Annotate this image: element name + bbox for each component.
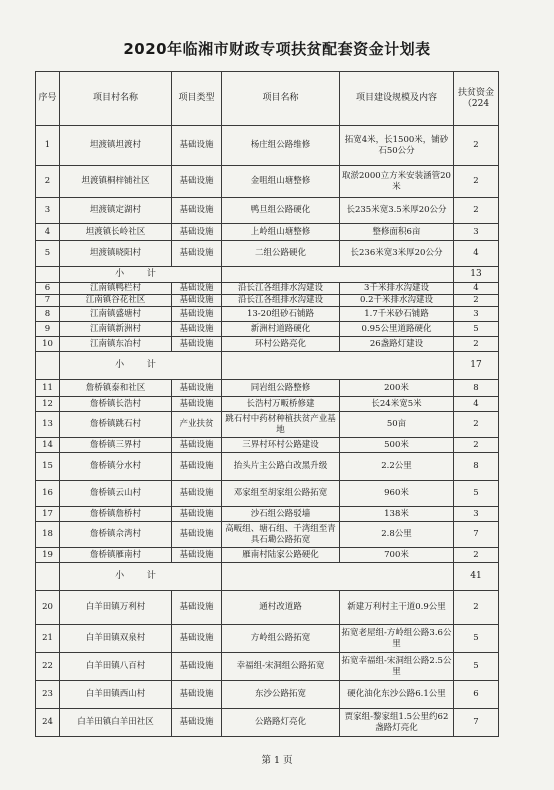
table-row: [36, 522, 499, 548]
cell-scale: 2.8公里: [340, 522, 454, 548]
header-seq: 序号: [36, 72, 60, 126]
cell-village: 江南镇东冶村: [60, 337, 172, 352]
cell-project-name: 跳石村中药材种植扶贫产业基地: [222, 412, 340, 438]
cell-seq: 15: [36, 453, 60, 481]
cell-village: 坦渡镇定湖村: [60, 198, 172, 224]
cell-scale: 长235米宽3.5米厚20公分: [340, 198, 454, 224]
subtotal-label: 小 计: [60, 563, 222, 591]
cell-scale: 长236米宽3米厚20公分: [340, 241, 454, 267]
cell-scale: 长24米宽5米: [340, 397, 454, 412]
cell-fund: 3: [454, 507, 499, 522]
subtotal-row: [36, 563, 499, 591]
cell-fund: 2: [454, 438, 499, 453]
cell-seq: 8: [36, 307, 60, 322]
cell-fund: 2: [454, 198, 499, 224]
cell-fund: 4: [454, 397, 499, 412]
cell-seq: 2: [36, 166, 60, 198]
cell-type: 产业扶贫: [172, 412, 222, 438]
cell-type: 基础设施: [172, 126, 222, 166]
cell-seq: 10: [36, 337, 60, 352]
cell-seq: 22: [36, 653, 60, 681]
subtotal-label: 小 计: [60, 267, 222, 283]
cell-type: 基础设施: [172, 295, 222, 307]
cell-project-name: 东沙公路拓宽: [222, 681, 340, 709]
cell-seq: 12: [36, 397, 60, 412]
cell-project-name: 沿长江各组排水沟建设: [222, 295, 340, 307]
cell-type: 基础设施: [172, 438, 222, 453]
cell-fund: 2: [454, 126, 499, 166]
header-project-name: 项目名称: [222, 72, 340, 126]
header-scale: 项目建设规模及内容: [340, 72, 454, 126]
table-row: [36, 591, 499, 625]
table-row: [36, 412, 499, 438]
cell-fund: 7: [454, 522, 499, 548]
cell-village: 詹桥镇长浩村: [60, 397, 172, 412]
table-row: [36, 653, 499, 681]
cell-seq: 3: [36, 198, 60, 224]
cell-seq: 21: [36, 625, 60, 653]
cell-village: 坦渡镇坦渡村: [60, 126, 172, 166]
cell-scale: 取淤2000立方米安装涵管20米: [340, 166, 454, 198]
page-number: 第 1 页: [261, 755, 293, 766]
table-row: [36, 453, 499, 481]
cell-seq: 18: [36, 522, 60, 548]
table-header-row: [36, 72, 499, 126]
cell-village: 白羊田镇万利村: [60, 591, 172, 625]
cell-seq: 14: [36, 438, 60, 453]
subtotal-row: [36, 267, 499, 283]
cell-scale: 拓宽老屋组-方岭组公路3.6公里: [340, 625, 454, 653]
cell-scale: 新建万利村主干道0.9公里: [340, 591, 454, 625]
cell-project-name: 二组公路硬化: [222, 241, 340, 267]
cell-scale: 拓宽幸福组-宋洞组公路2.5公里: [340, 653, 454, 681]
cell-type: 基础设施: [172, 653, 222, 681]
table-row: [36, 397, 499, 412]
cell-type: 基础设施: [172, 166, 222, 198]
cell-project-name: 鸭旦组公路硬化: [222, 198, 340, 224]
cell-scale: 贾家组-黎家组1.5公里约62盏路灯亮化: [340, 709, 454, 737]
fund-plan-table: [35, 71, 499, 737]
cell-fund: 4: [454, 283, 499, 295]
cell-type: 基础设施: [172, 397, 222, 412]
cell-project-name: 上岭组山塘整修: [222, 224, 340, 241]
table-row: [36, 126, 499, 166]
subtotal-empty-cell: [36, 267, 60, 283]
cell-project-name: 通村改道路: [222, 591, 340, 625]
subtotal-empty-cell: [222, 563, 454, 591]
cell-village: 詹桥镇雁南村: [60, 548, 172, 563]
subtotal-empty-cell: [36, 563, 60, 591]
document-title: 2020年临湘市财政专项扶贫配套资金计划表: [123, 40, 431, 58]
subtotal-row: [36, 352, 499, 380]
cell-fund: 2: [454, 166, 499, 198]
cell-seq: 20: [36, 591, 60, 625]
cell-village: 坦渡镇长岭社区: [60, 224, 172, 241]
table-row: [36, 438, 499, 453]
cell-project-name: 沙石组公路驳墙: [222, 507, 340, 522]
subtotal-empty-cell: [36, 352, 60, 380]
cell-type: 基础设施: [172, 283, 222, 295]
cell-fund: 7: [454, 709, 499, 737]
cell-fund: 3: [454, 307, 499, 322]
cell-type: 基础设施: [172, 224, 222, 241]
cell-village: 江南镇鸭栏村: [60, 283, 172, 295]
cell-scale: 700米: [340, 548, 454, 563]
cell-village: 坦渡镇桐梓铺社区: [60, 166, 172, 198]
table-row: [36, 198, 499, 224]
table-row: [36, 709, 499, 737]
cell-scale: 200米: [340, 380, 454, 397]
cell-fund: 5: [454, 322, 499, 337]
table-row: [36, 307, 499, 322]
cell-village: 江南镇盛塘村: [60, 307, 172, 322]
table-row: [36, 224, 499, 241]
cell-fund: 5: [454, 481, 499, 507]
cell-fund: 3: [454, 224, 499, 241]
cell-type: 基础设施: [172, 709, 222, 737]
cell-project-name: 杨庄组公路维修: [222, 126, 340, 166]
cell-village: 江南镇谷花社区: [60, 295, 172, 307]
cell-fund: 2: [454, 412, 499, 438]
cell-fund: 2: [454, 337, 499, 352]
cell-project-name: 新洲村道路硬化: [222, 322, 340, 337]
cell-type: 基础设施: [172, 380, 222, 397]
cell-type: 基础设施: [172, 522, 222, 548]
table-row: [36, 337, 499, 352]
cell-village: 詹桥镇佘湾村: [60, 522, 172, 548]
cell-project-name: 抬头片主公路白改黑升级: [222, 453, 340, 481]
cell-type: 基础设施: [172, 591, 222, 625]
cell-scale: 1.7千米砂石铺路: [340, 307, 454, 322]
cell-village: 詹桥镇三界村: [60, 438, 172, 453]
cell-scale: 硬化油化东沙公路6.1公里: [340, 681, 454, 709]
subtotal-value: 13: [454, 267, 499, 283]
cell-type: 基础设施: [172, 241, 222, 267]
cell-scale: 2.2公里: [340, 453, 454, 481]
table-row: [36, 507, 499, 522]
cell-project-name: 方岭组公路拓宽: [222, 625, 340, 653]
cell-scale: 0.2千米排水沟建设: [340, 295, 454, 307]
cell-project-name: 金咀组山塘整修: [222, 166, 340, 198]
cell-project-name: 环村公路亮化: [222, 337, 340, 352]
table-row: [36, 283, 499, 295]
table-row: [36, 625, 499, 653]
cell-village: 江南镇新洲村: [60, 322, 172, 337]
cell-scale: 拓宽4米，长1500米，铺砂石50公分: [340, 126, 454, 166]
cell-type: 基础设施: [172, 507, 222, 522]
table-row: [36, 166, 499, 198]
subtotal-empty-cell: [222, 267, 454, 283]
cell-village: 詹桥镇詹桥村: [60, 507, 172, 522]
cell-scale: 960米: [340, 481, 454, 507]
table-row: [36, 322, 499, 337]
header-type: 项目类型: [172, 72, 222, 126]
cell-seq: 11: [36, 380, 60, 397]
cell-village: 白羊田镇西山村: [60, 681, 172, 709]
cell-fund: 8: [454, 453, 499, 481]
cell-project-name: 长浩村万畈桥修建: [222, 397, 340, 412]
table-row: [36, 380, 499, 397]
header-village: 项目村名称: [60, 72, 172, 126]
subtotal-value: 41: [454, 563, 499, 591]
cell-fund: 2: [454, 591, 499, 625]
cell-type: 基础设施: [172, 307, 222, 322]
cell-fund: 4: [454, 241, 499, 267]
cell-seq: 7: [36, 295, 60, 307]
cell-project-name: 邓家组至胡家组公路拓宽: [222, 481, 340, 507]
cell-seq: 5: [36, 241, 60, 267]
cell-project-name: 13-20组砂石铺路: [222, 307, 340, 322]
cell-village: 詹桥镇泰和社区: [60, 380, 172, 397]
table-row: [36, 548, 499, 563]
cell-village: 坦渡镇晓阳村: [60, 241, 172, 267]
cell-project-name: 高畈组、塘石组、千湾组至青具石墈公路拓宽: [222, 522, 340, 548]
cell-seq: 19: [36, 548, 60, 563]
table-body: [36, 126, 499, 737]
cell-fund: 2: [454, 295, 499, 307]
cell-village: 詹桥镇分水村: [60, 453, 172, 481]
cell-scale: 50亩: [340, 412, 454, 438]
table-row: [36, 681, 499, 709]
cell-scale: 0.95公里道路硬化: [340, 322, 454, 337]
cell-fund: 8: [454, 380, 499, 397]
table-row: [36, 295, 499, 307]
cell-scale: 500米: [340, 438, 454, 453]
cell-fund: 2: [454, 548, 499, 563]
cell-village: 詹桥镇跳石村: [60, 412, 172, 438]
cell-seq: 17: [36, 507, 60, 522]
cell-seq: 16: [36, 481, 60, 507]
cell-type: 基础设施: [172, 548, 222, 563]
cell-fund: 5: [454, 653, 499, 681]
cell-project-name: 雁南村陆家公路硬化: [222, 548, 340, 563]
cell-type: 基础设施: [172, 322, 222, 337]
cell-fund: 6: [454, 681, 499, 709]
cell-fund: 5: [454, 625, 499, 653]
cell-type: 基础设施: [172, 481, 222, 507]
header-fund: 扶贫资金（224: [454, 72, 499, 126]
cell-project-name: 同岩组公路整修: [222, 380, 340, 397]
cell-type: 基础设施: [172, 625, 222, 653]
cell-scale: 26盏路灯建设: [340, 337, 454, 352]
cell-project-name: 沿长江各组排水沟建设: [222, 283, 340, 295]
cell-seq: 24: [36, 709, 60, 737]
cell-seq: 23: [36, 681, 60, 709]
cell-project-name: 三界村环村公路建设: [222, 438, 340, 453]
table-row: [36, 481, 499, 507]
cell-seq: 4: [36, 224, 60, 241]
cell-village: 詹桥镇云山村: [60, 481, 172, 507]
cell-seq: 1: [36, 126, 60, 166]
cell-seq: 13: [36, 412, 60, 438]
cell-scale: 整修面积6亩: [340, 224, 454, 241]
cell-scale: 3千米排水沟建设: [340, 283, 454, 295]
cell-type: 基础设施: [172, 337, 222, 352]
subtotal-value: 17: [454, 352, 499, 380]
cell-village: 白羊田镇双泉村: [60, 625, 172, 653]
subtotal-empty-cell: [222, 352, 454, 380]
cell-type: 基础设施: [172, 681, 222, 709]
cell-seq: 6: [36, 283, 60, 295]
subtotal-label: 小 计: [60, 352, 222, 380]
cell-village: 白羊田镇白羊田社区: [60, 709, 172, 737]
table-row: [36, 241, 499, 267]
cell-project-name: 公路路灯亮化: [222, 709, 340, 737]
cell-scale: 138米: [340, 507, 454, 522]
cell-seq: 9: [36, 322, 60, 337]
cell-type: 基础设施: [172, 198, 222, 224]
cell-type: 基础设施: [172, 453, 222, 481]
cell-project-name: 幸福组-宋洞组公路拓宽: [222, 653, 340, 681]
cell-village: 白羊田镇八百村: [60, 653, 172, 681]
